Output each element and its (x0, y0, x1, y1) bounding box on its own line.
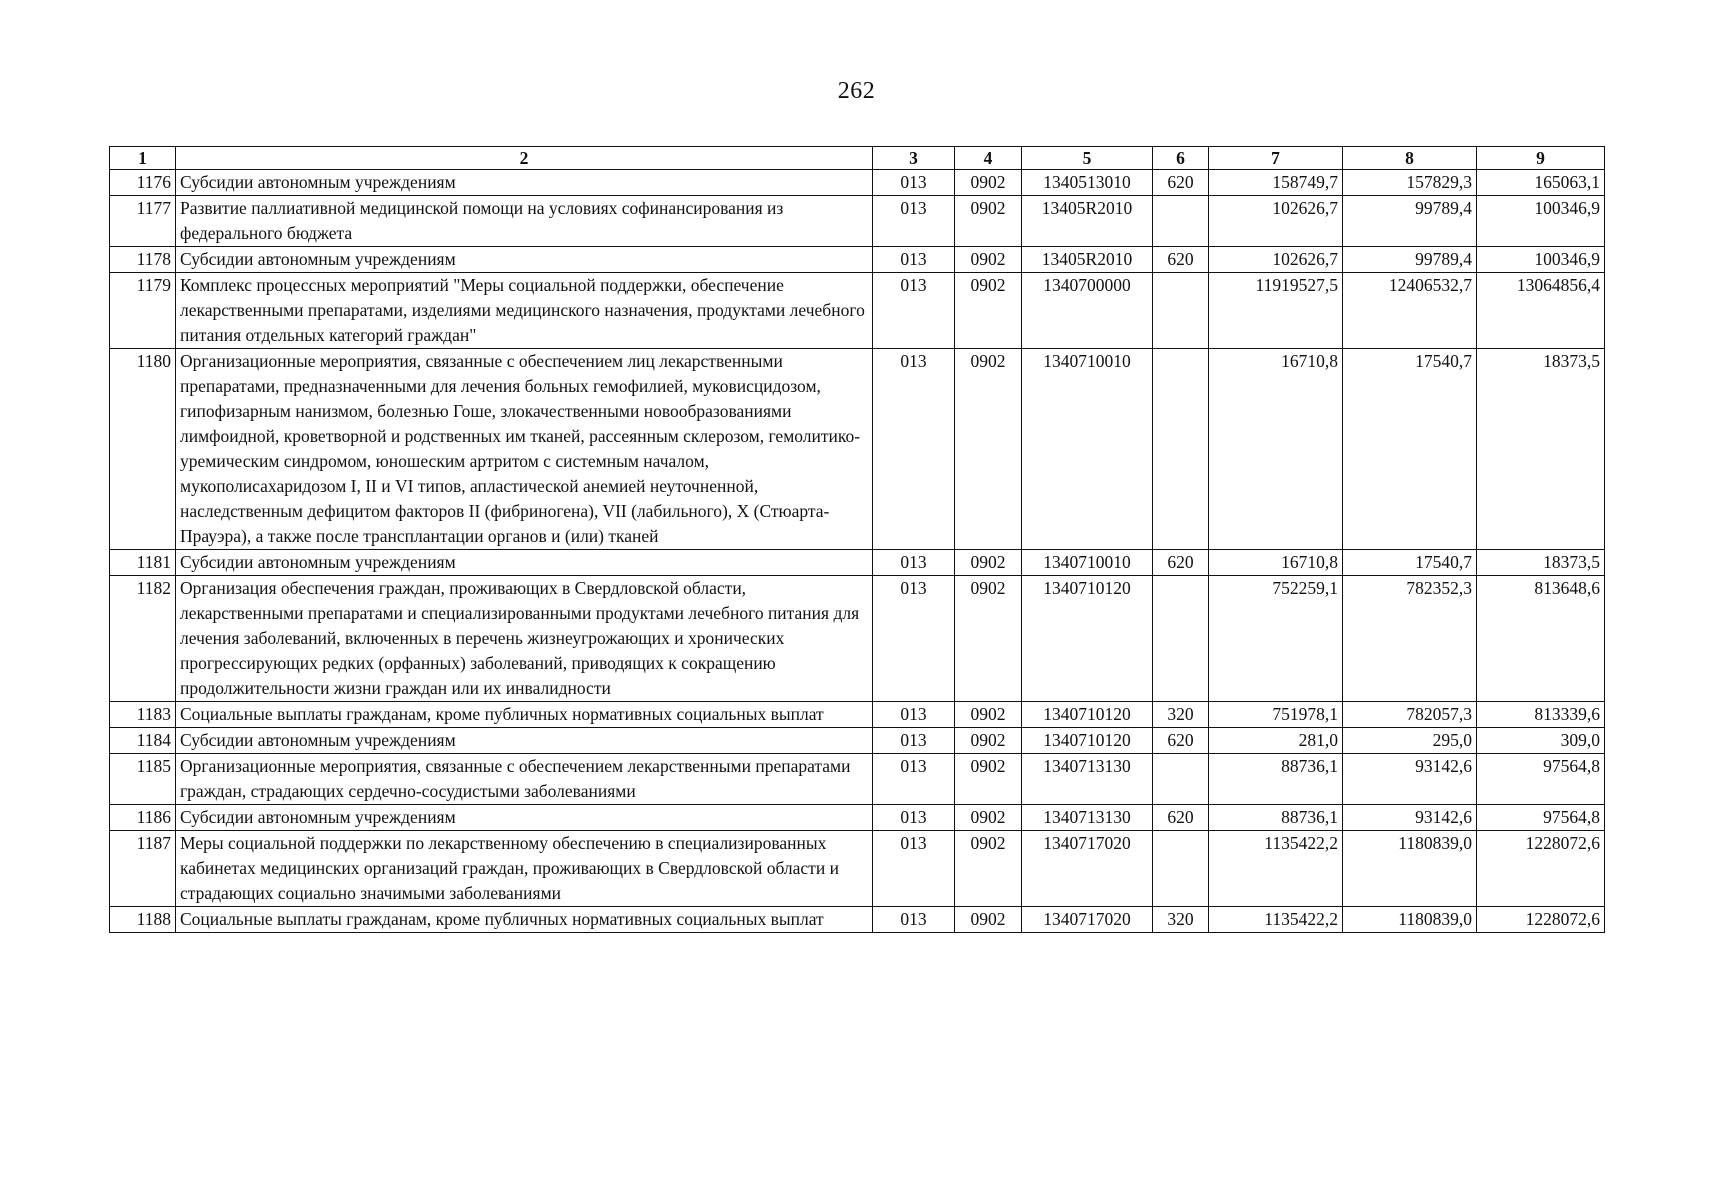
row-number: 1187 (110, 831, 176, 907)
col-header-8: 8 (1343, 147, 1477, 170)
row-c7: 752259,1 (1209, 576, 1343, 702)
row-c5: 13405R2010 (1022, 196, 1153, 247)
row-c5: 1340713130 (1022, 805, 1153, 831)
row-c7: 281,0 (1209, 728, 1343, 754)
table-row (110, 805, 1605, 831)
table-row (110, 576, 1605, 702)
row-number: 1184 (110, 728, 176, 754)
row-name: Социальные выплаты гражданам, кроме публичных нормативных социальных выплат (176, 907, 873, 933)
col-header-7: 7 (1209, 147, 1343, 170)
row-c8: 17540,7 (1343, 349, 1477, 550)
row-name: Организационные мероприятия, связанные с обеспечением лекарственными препаратами граждан, страдающих сердечно-сосудистыми заболеваниями (176, 754, 873, 805)
row-c7: 11919527,5 (1209, 273, 1343, 349)
row-c7: 16710,8 (1209, 349, 1343, 550)
row-c8: 295,0 (1343, 728, 1477, 754)
row-c6: 320 (1153, 702, 1209, 728)
row-c3: 013 (873, 349, 955, 550)
row-c9: 13064856,4 (1477, 273, 1605, 349)
row-c3: 013 (873, 728, 955, 754)
row-c8: 782352,3 (1343, 576, 1477, 702)
row-c6: 620 (1153, 170, 1209, 196)
row-name: Субсидии автономным учреждениям (176, 805, 873, 831)
row-c7: 88736,1 (1209, 754, 1343, 805)
row-c4: 0902 (955, 349, 1022, 550)
row-c9: 1228072,6 (1477, 907, 1605, 933)
row-c9: 97564,8 (1477, 754, 1605, 805)
row-c3: 013 (873, 196, 955, 247)
row-c8: 93142,6 (1343, 754, 1477, 805)
row-c3: 013 (873, 550, 955, 576)
row-c8: 99789,4 (1343, 247, 1477, 273)
row-c7: 102626,7 (1209, 247, 1343, 273)
row-c3: 013 (873, 831, 955, 907)
row-c3: 013 (873, 805, 955, 831)
row-c3: 013 (873, 576, 955, 702)
row-c5: 1340710120 (1022, 576, 1153, 702)
col-header-9: 9 (1477, 147, 1605, 170)
table-row (110, 196, 1605, 247)
row-c8: 12406532,7 (1343, 273, 1477, 349)
row-c3: 013 (873, 170, 955, 196)
table-row (110, 907, 1605, 933)
row-number: 1176 (110, 170, 176, 196)
table-row (110, 247, 1605, 273)
table-row (110, 550, 1605, 576)
row-number: 1180 (110, 349, 176, 550)
row-name: Организация обеспечения граждан, проживающих в Свердловской области, лекарственными препаратами и специализированными продуктами лечебного питания для лечения заболеваний, включенных в перечень жизнеугрожающих и хронических прогрессирующих редких (орфанных) заболеваний, приводящих к сокращению продолжительности жизни граждан или их инвалидности (176, 576, 873, 702)
row-c8: 157829,3 (1343, 170, 1477, 196)
table-row (110, 349, 1605, 550)
row-name: Развитие паллиативной медицинской помощи на условиях софинансирования из федерального бюджета (176, 196, 873, 247)
col-header-1: 1 (110, 147, 176, 170)
row-c7: 751978,1 (1209, 702, 1343, 728)
row-c4: 0902 (955, 273, 1022, 349)
row-c5: 1340513010 (1022, 170, 1153, 196)
row-c9: 97564,8 (1477, 805, 1605, 831)
row-c3: 013 (873, 754, 955, 805)
row-c7: 16710,8 (1209, 550, 1343, 576)
row-number: 1179 (110, 273, 176, 349)
row-c4: 0902 (955, 196, 1022, 247)
row-number: 1185 (110, 754, 176, 805)
row-c9: 18373,5 (1477, 349, 1605, 550)
row-c8: 1180839,0 (1343, 831, 1477, 907)
row-c5: 1340717020 (1022, 907, 1153, 933)
row-name: Организационные мероприятия, связанные с обеспечением лиц лекарственными препаратами, предназначенными для лечения больных гемофилией, муковисцидозом, гипофизарным нанизмом, болезнью Гоше, злокачественными новообразованиями лимфоидной, кроветворной и родственных им тканей, рассеянным склерозом, гемолитико-уремическим синдромом, юношеским артритом с системным началом, мукополисахаридозом I, II и VI типов, апластической анемией неуточненной, наследственным дефицитом факторов II (фибриногена), VII (лабильного), X (Стюарта-Прауэра), а также после трансплантации органов и (или) тканей (176, 349, 873, 550)
row-c6: 620 (1153, 247, 1209, 273)
table-header-row (110, 147, 1605, 170)
row-c5: 1340710120 (1022, 728, 1153, 754)
row-c7: 158749,7 (1209, 170, 1343, 196)
row-c9: 18373,5 (1477, 550, 1605, 576)
col-header-2: 2 (176, 147, 873, 170)
table-row (110, 170, 1605, 196)
row-c7: 1135422,2 (1209, 907, 1343, 933)
row-number: 1178 (110, 247, 176, 273)
row-c8: 93142,6 (1343, 805, 1477, 831)
row-c8: 1180839,0 (1343, 907, 1477, 933)
row-c4: 0902 (955, 247, 1022, 273)
row-c5: 1340717020 (1022, 831, 1153, 907)
row-number: 1188 (110, 907, 176, 933)
table-row (110, 273, 1605, 349)
row-c4: 0902 (955, 550, 1022, 576)
col-header-4: 4 (955, 147, 1022, 170)
row-c6: 620 (1153, 728, 1209, 754)
row-c4: 0902 (955, 170, 1022, 196)
row-c4: 0902 (955, 702, 1022, 728)
table-row (110, 754, 1605, 805)
row-c7: 88736,1 (1209, 805, 1343, 831)
row-c9: 100346,9 (1477, 247, 1605, 273)
row-name: Субсидии автономным учреждениям (176, 247, 873, 273)
row-c8: 99789,4 (1343, 196, 1477, 247)
row-c6: 620 (1153, 805, 1209, 831)
row-c7: 102626,7 (1209, 196, 1343, 247)
row-c5: 1340713130 (1022, 754, 1153, 805)
row-c8: 17540,7 (1343, 550, 1477, 576)
row-c4: 0902 (955, 831, 1022, 907)
row-number: 1177 (110, 196, 176, 247)
row-c9: 165063,1 (1477, 170, 1605, 196)
row-name: Комплекс процессных мероприятий "Меры социальной поддержки, обеспечение лекарственными препаратами, изделиями медицинского назначения, продуктами лечебного питания отдельных категорий граждан" (176, 273, 873, 349)
row-c3: 013 (873, 273, 955, 349)
row-name: Субсидии автономным учреждениям (176, 728, 873, 754)
row-c4: 0902 (955, 907, 1022, 933)
row-c8: 782057,3 (1343, 702, 1477, 728)
row-number: 1186 (110, 805, 176, 831)
row-c9: 1228072,6 (1477, 831, 1605, 907)
table-row (110, 702, 1605, 728)
col-header-5: 5 (1022, 147, 1153, 170)
row-c4: 0902 (955, 805, 1022, 831)
table-row (110, 728, 1605, 754)
row-c5: 1340710010 (1022, 349, 1153, 550)
row-c3: 013 (873, 907, 955, 933)
row-c5: 1340710010 (1022, 550, 1153, 576)
col-header-6: 6 (1153, 147, 1209, 170)
row-c6 (1153, 754, 1209, 805)
table-row (110, 831, 1605, 907)
row-c6 (1153, 831, 1209, 907)
row-c6: 620 (1153, 550, 1209, 576)
row-c9: 100346,9 (1477, 196, 1605, 247)
row-c9: 309,0 (1477, 728, 1605, 754)
row-name: Меры социальной поддержки по лекарственному обеспечению в специализированных кабинетах медицинских организаций граждан, проживающих в Свердловской области и страдающих социально значимыми заболеваниями (176, 831, 873, 907)
row-c6: 320 (1153, 907, 1209, 933)
row-c4: 0902 (955, 728, 1022, 754)
row-c6 (1153, 273, 1209, 349)
row-name: Субсидии автономным учреждениям (176, 170, 873, 196)
row-c9: 813339,6 (1477, 702, 1605, 728)
row-number: 1183 (110, 702, 176, 728)
row-name: Субсидии автономным учреждениям (176, 550, 873, 576)
row-c5: 1340710120 (1022, 702, 1153, 728)
row-c5: 13405R2010 (1022, 247, 1153, 273)
row-number: 1181 (110, 550, 176, 576)
row-c6 (1153, 349, 1209, 550)
row-name: Социальные выплаты гражданам, кроме публичных нормативных социальных выплат (176, 702, 873, 728)
budget-table (109, 146, 1605, 933)
row-c3: 013 (873, 247, 955, 273)
row-c3: 013 (873, 702, 955, 728)
row-c7: 1135422,2 (1209, 831, 1343, 907)
page-number: 262 (837, 78, 876, 104)
row-c4: 0902 (955, 576, 1022, 702)
col-header-3: 3 (873, 147, 955, 170)
row-number: 1182 (110, 576, 176, 702)
row-c6 (1153, 196, 1209, 247)
row-c6 (1153, 576, 1209, 702)
row-c5: 1340700000 (1022, 273, 1153, 349)
row-c9: 813648,6 (1477, 576, 1605, 702)
row-c4: 0902 (955, 754, 1022, 805)
